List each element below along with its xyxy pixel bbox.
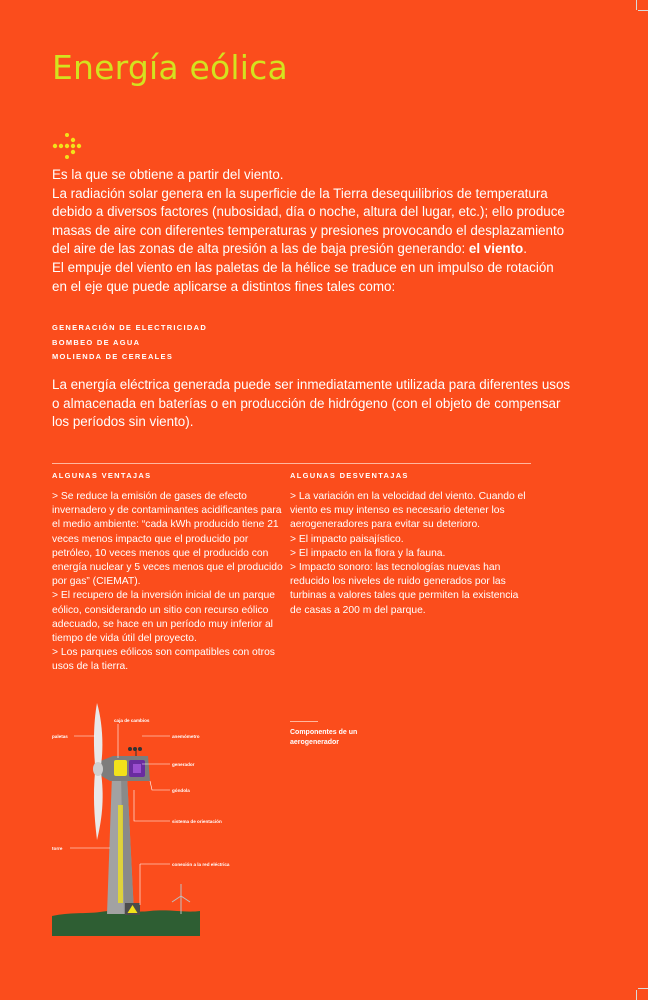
diagram-caption: Componentes de un aerogenerador <box>290 729 358 746</box>
intro-paragraph-2 <box>52 185 572 259</box>
label-generador: generador <box>172 762 195 767</box>
tower-ladder <box>118 805 123 903</box>
advantage-item: > Se reduce la emisión de gases de efecto invernadero y de contaminantes acidificantes para el medio ambiente: “cada kWh producido tiene 21 veces menos impacto que el producido por petróleo, 10 veces menos que el producido con energía nuclear y 5 veces menos que el producido por gas” (CIEMAT). <box>52 491 283 588</box>
intro-paragraph-2-text: La radiación solar genera en la superficie de la Tierra desequilibrios de temperatura debido a diversos factores (nubosidad, día o noche, altura del lugar, etc.); ello produce masas de aire con diferentes temperaturas y presiones provocando el desplazamiento del aire de las zonas de alta presión a las de baja presión generando: <box>52 185 565 257</box>
use-item: BOMBEO DE AGUA <box>52 337 141 347</box>
crop-mark-right <box>638 10 648 11</box>
gearbox <box>114 760 127 776</box>
page-title: Energía eólica <box>52 48 288 87</box>
label-anemometro: anemómetro <box>172 734 200 739</box>
label-sistema-de-orientacion: sistema de orientación <box>172 819 222 824</box>
intro-paragraph-1: Es la que se obtiene a partir del viento. <box>52 167 284 182</box>
use-item: MOLIENDA DE CEREALES <box>52 352 174 361</box>
crop-mark-bottom <box>636 990 637 1000</box>
disadvantage-item: > El impacto en la flora y la fauna. <box>290 547 446 559</box>
uses-list <box>52 321 207 365</box>
advantages-column <box>52 471 288 675</box>
disadvantage-item: > El impacto paisajístico. <box>290 533 404 545</box>
intro-paragraph-2-end: . <box>523 241 527 257</box>
intro-paragraph-3: El empuje del viento en las paletas de la hélice se traduce en un impulso de rotación en el eje que puede aplicarse a distintos fines tales como: <box>52 259 554 294</box>
label-conexion-red: conexión a la red eléctrica <box>172 862 230 867</box>
blade-upper <box>94 703 102 765</box>
advantages-heading: ALGUNAS VENTAJAS <box>52 471 152 480</box>
label-torre: torre <box>52 846 63 851</box>
disadvantages-column <box>290 471 526 618</box>
dotted-arrow-icon <box>52 133 84 159</box>
label-paletas: paletas <box>52 734 68 739</box>
disadvantages-heading: ALGUNAS DESVENTAJAS <box>290 471 409 480</box>
advantage-item: > Los parques eólicos son compatibles con otros usos de la tierra. <box>52 647 275 673</box>
blade-lower <box>94 772 103 840</box>
advantage-item: > El recupero de la inversión inicial de un parque eólico, considerando un sitio con recurso eólico adecuado, se hace en un período muy inferior al tiempo de vida útil del proyecto. <box>52 590 275 645</box>
intro-text <box>52 166 572 296</box>
section-divider <box>52 463 531 464</box>
small-turbine-icon <box>172 884 190 914</box>
disadvantage-item: > Impacto sonoro: las tecnologías nuevas han reducido los niveles de ruido generados por las turbinas a valores tales que permiten la existencia de casas a 200 m del parque. <box>290 562 519 616</box>
label-gondola: góndola <box>172 788 190 793</box>
energy-paragraph: La energía eléctrica generada puede ser inmediatamente utilizada para diferentes usos o almacenada en baterías o en producción de hidrógeno (con el objeto de compensar los períodos sin viento). <box>52 377 571 430</box>
caption-rule <box>290 721 318 722</box>
use-item: GENERACIÓN DE ELECTRICIDAD <box>52 323 208 332</box>
generator-core <box>133 764 141 773</box>
crop-mark-right-bottom <box>638 988 648 989</box>
label-caja-de-cambios: caja de cambios <box>114 718 150 723</box>
disadvantage-item: > La variación en la velocidad del viento. Cuando el viento es muy intenso es necesario detener los aerogeneradores para evitar su deterioro. <box>290 491 526 531</box>
hub <box>93 762 103 776</box>
intro-highlight-el-viento: el viento <box>468 241 524 257</box>
anemometer-icon <box>128 747 142 756</box>
crop-mark-top <box>636 0 637 10</box>
wind-turbine-diagram <box>0 690 260 940</box>
